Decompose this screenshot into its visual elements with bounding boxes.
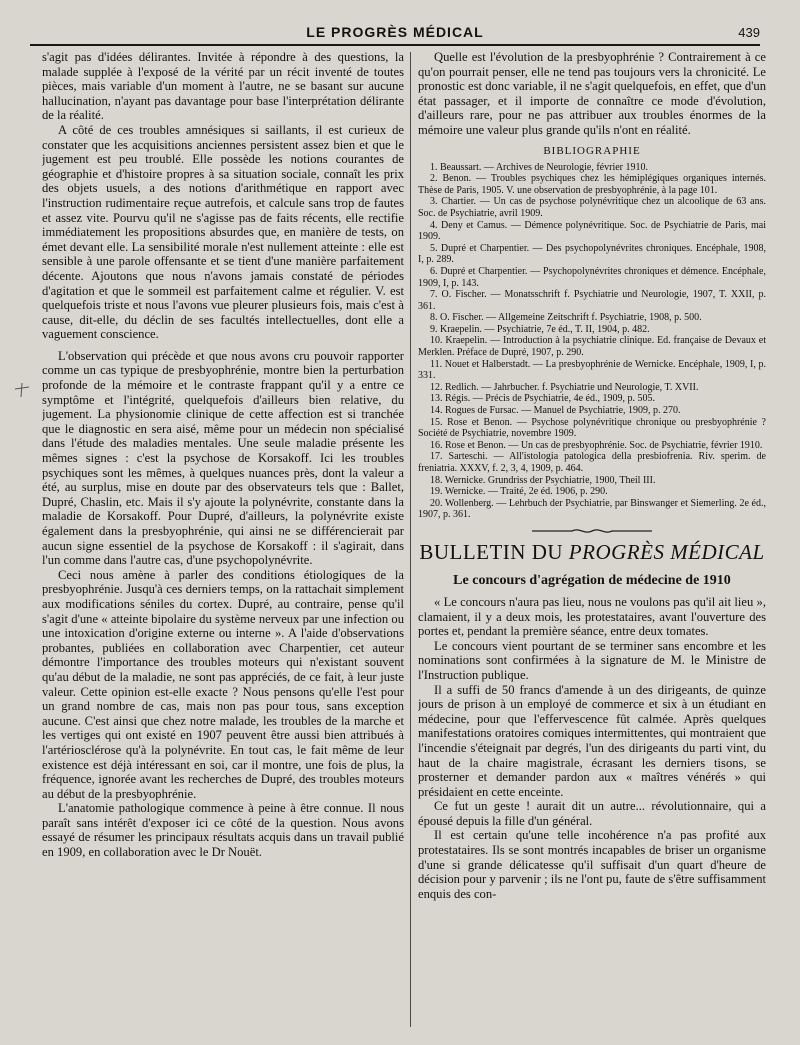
bibliography-item: 15. Rose et Benon. — Psychose polynévritique chronique ou presbyophrénie ? Société de Psychiatrie, novembre 1909. — [418, 416, 766, 440]
paragraph: Ceci nous amène à parler des conditions étiologiques de la presbyophrénie. Jusqu'à ces derniers temps, on la rattachait simplement aux modifications séniles du cortex. Dupré, au contraire, pense qu'il s'agit d'une « atteinte bipolaire du système nerveux par une infection ou une intoxication d'origine externe ou interne ». A l'aide d'observations probantes, publiées en collaboration avec Charpentier, cet auteur démontre l'importance des troubles moteurs qui n'existant souvent qu'au début de la maladie, ne sont pas appréciés, de ce fait, à leur juste valeur. Cette opinion est-elle exacte ? Nous pensons qu'elle l'est pour un grand nombre de cas, mais non pas pour tous, sans exception aucune. C'est ainsi que chez notre malade, les troubles de la marche et les vertiges qui ont existé en 1907 peuvent être aussi bien attribués à l'artériosclérose qu'à la polynévrite. En tout cas, le fait même de leur existence est déjà intéressant en soi, car il montre, une fois de plus, la fréquence, ignorée avant les recherches de Dupré, des troubles moteurs au début de la presbyophrénie. — [42, 567, 404, 801]
bibliography-item: 10. Kraepelin. — Introduction à la psychiatrie clinique. Ed. française de Devaux et Merklen. Préface de Dupré, 1907, p. 290. — [418, 335, 766, 359]
paragraph: Le concours vient pourtant de se terminer sans encombre et les nominations sont confirmées à la signature de M. le Ministre de l'Instruction publique. — [418, 638, 766, 682]
bibliography-item: 4. Deny et Camus. — Démence polynévritique. Soc. de Psychiatrie de Paris, mai 1909. — [418, 219, 766, 243]
paragraph: Ce fut un geste ! aurait dit un autre... révolutionnaire, qui a épousé depuis la fille d'un général. — [418, 799, 766, 828]
bibliography-item: 3. Chartier. — Un cas de psychose polynévritique chez un alcoolique de 63 ans. Soc. de Psychiatrie, avril 1909. — [418, 196, 766, 219]
bibliography-item: 8. O. Fischer. — Allgemeine Zeitschrift f. Psychiatrie, 1908, p. 500. — [430, 312, 702, 324]
paragraph: L'anatomie pathologique commence à peine à être connue. Il nous paraît sans intérêt d'exposer ici ce côté de la question. Nous avons essayé de résumer les principaux résultats acquis dans un travail publié en 1909, en collaboration avec le Dr Nouët. — [42, 801, 404, 860]
bibliography-item: 6. Dupré et Charpentier. — Psychopolynévrites chroniques et démence. Encéphale, 1909, I, p. 143. — [418, 265, 766, 289]
margin-pencil-mark-icon — [12, 380, 32, 400]
running-header — [30, 22, 760, 46]
bibliography-item: 16. Rose et Benon. — Un cas de presbyophrénie. Soc. de Psychiatrie, février 1910. — [430, 439, 763, 451]
bibliography-item: 5. Dupré et Charpentier. — Des psychopolynévrites chroniques. Encéphale, 1908, I, p. 289. — [418, 242, 766, 266]
paragraph: Il est certain qu'une telle incohérence n'a pas profité aux protestataires. Ils se sont montrés incapables de briser un organisme d'une si grande délicatesse qu'il suffisait d'un quart d'heure de décision pour y parvenir ; ils ne l'ont pu, faute de s'être suffisamment enquis des con- — [418, 828, 766, 901]
bibliography-item: 19. Wernicke. — Traité, 2e éd. 1906, p. 290. — [430, 486, 608, 498]
bibliography-list — [418, 162, 766, 521]
bibliography-item: 17. Sarteschi. — All'istologia patologica della presbiofrenia. Riv. sperim. de freniatria. XXXV, f. 2, 3, 4, 1909, p. 464. — [418, 451, 766, 474]
paragraph: A côté de ces troubles amnésiques si saillants, il est curieux de constater que les acquisitions anciennes persistent assez bien et que le jugement est peu troublé. Elle possède les notions courantes de géographie et d'histoire propres à sa situation sociale, connaît les prix des objets usuels, a des notions d'arithmétique en rapport avec l'instruction rudimentaire reçue autrefois, et calcule sans trop de fautes et assez vite. Pourvu qu'il ne s'agisse pas de faits récents, elle rectifie immédiatement les propositions absurdes que, en manière de tests, on émet devant elle. La sensibilité morale n'est nullement atteinte : elle est sensible à une parole offensante et se tient d'une manière parfaitement décente. Ajoutons que nous n'avons jamais constaté de périodes d'agitation et que le sommeil est parfaitement calme et régulier. V. est quelquefois triste et nous l'avons vue pleurer plusieurs fois, mais c'est à cause, dit-elle, du déclin de ses facultés intellectuelles, dont elle a vaguement conscience. — [42, 122, 404, 342]
bibliography-item: 13. Régis. — Précis de Psychiatrie, 4e éd., 1909, p. 505. — [430, 393, 655, 405]
bulletin-subtitle: Le concours d'agrégation de médecine de 1910 — [453, 572, 731, 588]
running-title: LE PROGRÈS MÉDICAL — [306, 24, 484, 40]
ornament-flourish-icon — [532, 526, 652, 536]
bibliography-item: 14. Rogues de Fursac. — Manuel de Psychiatrie, 1909, p. 270. — [430, 405, 681, 417]
bibliography-title: BIBLIOGRAPHIE — [543, 144, 641, 157]
bibliography-item: 18. Wernicke. Grundriss der Psychiatrie, 1900, Theil III. — [430, 474, 656, 486]
page-number: 439 — [738, 25, 760, 40]
bibliography-item: 7. O. Fischer. — Monatsschrift f. Psychiatrie und Neurologie, 1907, T. XXII, p. 361. — [418, 289, 766, 312]
bibliography-item: 12. Redlich. — Jahrbucher. f. Psychiatrie und Neurologie, T. XVII. — [430, 381, 699, 393]
bulletin-title-journal: PROGRÈS MÉDICAL — [568, 539, 765, 564]
right-column — [418, 50, 766, 1035]
bulletin-title-prefix: BULLETIN DU — [419, 539, 569, 564]
bulletin-title — [418, 540, 766, 565]
paragraph: L'observation qui précède et que nous avons cru pouvoir rapporter comme un cas typique de presbyophrénie, montre bien la perturbation profonde de la mémoire et le contraste frappant qu'il y a entre ce symptôme et l'intégrité, quelquefois d'ailleurs bien relative, du jugement. La physionomie clinique de cette affection est si tranchée que le diagnostic en sera aisé, même pour un médecin non spécialisé dans l'étude des maladies mentales. Une seule maladie présente les mêmes signes : c'est la psychose de Korsakoff. Ici les troubles psychiques sont les mêmes, à quelques nuances près, dont la valeur a été, au surplus, mise en doute par des observateurs tels que : Ballet, Dupré, Chaslin, etc. Mais il s'y ajoute la polynévrite, constante dans la maladie de Korsakoff. Pour Dupré, d'ailleurs, la polynévrite existe également dans la presbyophrénie, qui ainsi ne se différencierait par aucun signe essentiel de la psychose de Korsakoff : il s'agirait, dans l'un comme dans l'autre cas, d'une psychopolynévrite. — [42, 348, 404, 568]
paragraph: s'agit pas d'idées délirantes. Invitée à répondre à des questions, la malade supplée à l'exposé de la vérité par un récit inventé de toutes pièces, mais variable d'un moment à l'autre, ne se basant sur aucune hallucination, n'ayant pas davantage pour base l'interprétation délirante de la réalité. — [42, 50, 404, 123]
bibliography-item: 1. Beaussart. — Archives de Neurologie, février 1910. — [430, 161, 648, 173]
paragraph: Quelle est l'évolution de la presbyophrénie ? Contrairement à ce qu'on pourrait penser, elle ne tend pas toujours vers la chronicité. Le pronostic est donc variable, il ne s'agit quelquefois, en effet, que d'un état passager, et il importe de connaître ce mode d'évolution, d'ailleurs rare, pour ne pas attribuer aux troubles énormes de la mémoire une valeur plus grande qu'ils n'ont en réalité. — [418, 50, 766, 137]
bibliography-item: 11. Nouet et Halberstadt. — La presbyophrénie de Wernicke. Encéphale, 1909, I, p. 331. — [418, 358, 766, 382]
paragraph: Il a suffi de 50 francs d'amende à un des dirigeants, de quinze jours de prison à un employé de commerce et six à un étudiant en médecine, pour que l'effervescence fût calmée. Après quelques manifestations oratoires comiques intermittentes, qui montraient que l'incendie s'éteignait par degrés, l'un des dirigeants du parti vint, du haut de la chaire magistrale, écrasant les derniers tisons, se prosterner et demander pardon aux « maîtres vénérés » qui présidaient en cette enceinte. — [418, 682, 766, 799]
column-divider — [410, 52, 411, 1027]
paragraph: « Le concours n'aura pas lieu, nous ne voulons pas qu'il ait lieu », clamaient, il y a deux mois, les protestataires, avant l'ouverture des portes et, pendant la première séance, entre deux tomates. — [418, 594, 766, 639]
bibliography-item: 9. Kraepelin. — Psychiatrie, 7e éd., T. II, 1904, p. 482. — [430, 323, 650, 335]
bibliography-item: 2. Benon. — Troubles psychiques chez les hémiplégiques organiques internés. Thèse de Paris, 1905. V. une observation de presbyophrénie, à la page 101. — [418, 173, 766, 196]
bibliography-item: 20. Wollenberg. — Lehrbuch der Psychiatrie, par Binswanger et Siemerling. 2e éd., 1907, p. 361. — [418, 497, 766, 521]
left-column — [42, 50, 404, 1035]
